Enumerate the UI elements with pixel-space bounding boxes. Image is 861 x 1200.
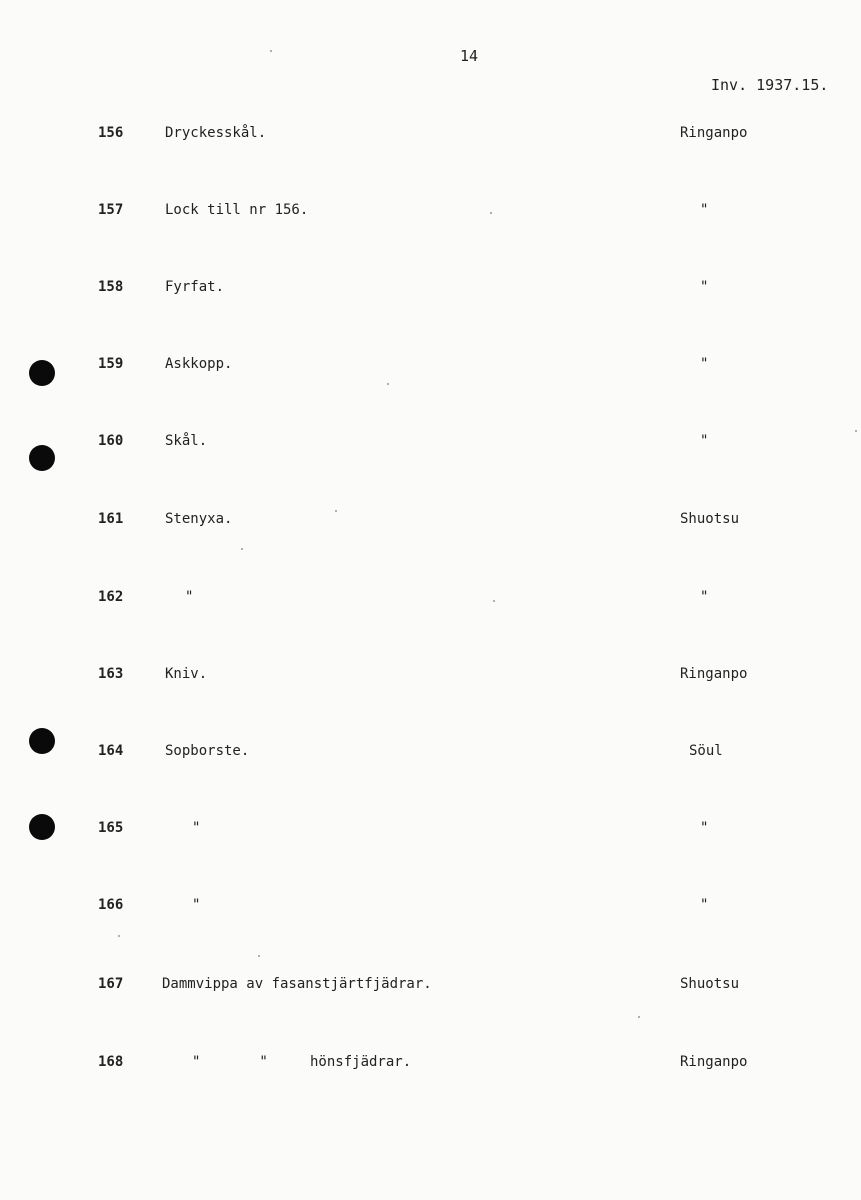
item-location: Shuotsu	[680, 976, 740, 992]
item-location: Söul	[689, 743, 723, 759]
item-number: 165	[98, 820, 124, 836]
inventory-row	[0, 666, 861, 688]
item-location: Ringanpo	[680, 125, 748, 141]
item-description: Kniv.	[165, 666, 208, 682]
item-location: "	[700, 897, 709, 913]
item-description: " " hönsfjädrar.	[192, 1054, 412, 1070]
item-description: "	[192, 820, 201, 836]
inventory-row	[0, 279, 861, 301]
item-description: Askkopp.	[165, 356, 233, 372]
item-number: 166	[98, 897, 124, 913]
speck	[270, 50, 272, 52]
item-location: "	[700, 279, 709, 295]
speck	[387, 383, 389, 385]
speck	[855, 430, 857, 432]
item-description: Dryckesskål.	[165, 125, 267, 141]
item-number: 157	[98, 202, 124, 218]
item-location: "	[700, 433, 709, 449]
item-number: 167	[98, 976, 124, 992]
inventory-row	[0, 433, 861, 455]
item-number: 161	[98, 511, 124, 527]
page-number: 14	[460, 47, 479, 65]
item-description: Lock till nr 156.	[165, 202, 309, 218]
inventory-row	[0, 743, 861, 765]
item-location: "	[700, 356, 709, 372]
item-number: 156	[98, 125, 124, 141]
inventory-row	[0, 125, 861, 147]
item-number: 163	[98, 666, 124, 682]
item-location: Shuotsu	[680, 511, 740, 527]
speck	[241, 548, 243, 550]
item-location: Ringanpo	[680, 1054, 748, 1070]
inventory-row	[0, 356, 861, 378]
item-number: 160	[98, 433, 124, 449]
item-description: Fyrfat.	[165, 279, 225, 295]
item-number: 164	[98, 743, 124, 759]
inventory-row	[0, 1054, 861, 1076]
inventory-row	[0, 897, 861, 919]
inventory-row	[0, 589, 861, 611]
item-description: Dammvippa av fasanstjärtfjädrar.	[162, 976, 432, 992]
speck	[638, 1016, 640, 1018]
item-description: "	[185, 589, 194, 605]
inventory-row	[0, 511, 861, 533]
inventory-reference: Inv. 1937.15.	[711, 76, 829, 94]
inventory-row	[0, 820, 861, 842]
item-number: 158	[98, 279, 124, 295]
item-description: "	[192, 897, 201, 913]
item-description: Sopborste.	[165, 743, 250, 759]
item-location: Ringanpo	[680, 666, 748, 682]
inventory-row	[0, 202, 861, 224]
item-number: 162	[98, 589, 124, 605]
item-description: Skål.	[165, 433, 208, 449]
item-number: 159	[98, 356, 124, 372]
inventory-row	[0, 976, 861, 998]
item-description: Stenyxa.	[165, 511, 233, 527]
item-location: "	[700, 820, 709, 836]
item-number: 168	[98, 1054, 124, 1070]
item-location: "	[700, 589, 709, 605]
speck	[118, 935, 120, 937]
item-location: "	[700, 202, 709, 218]
speck	[258, 955, 260, 957]
